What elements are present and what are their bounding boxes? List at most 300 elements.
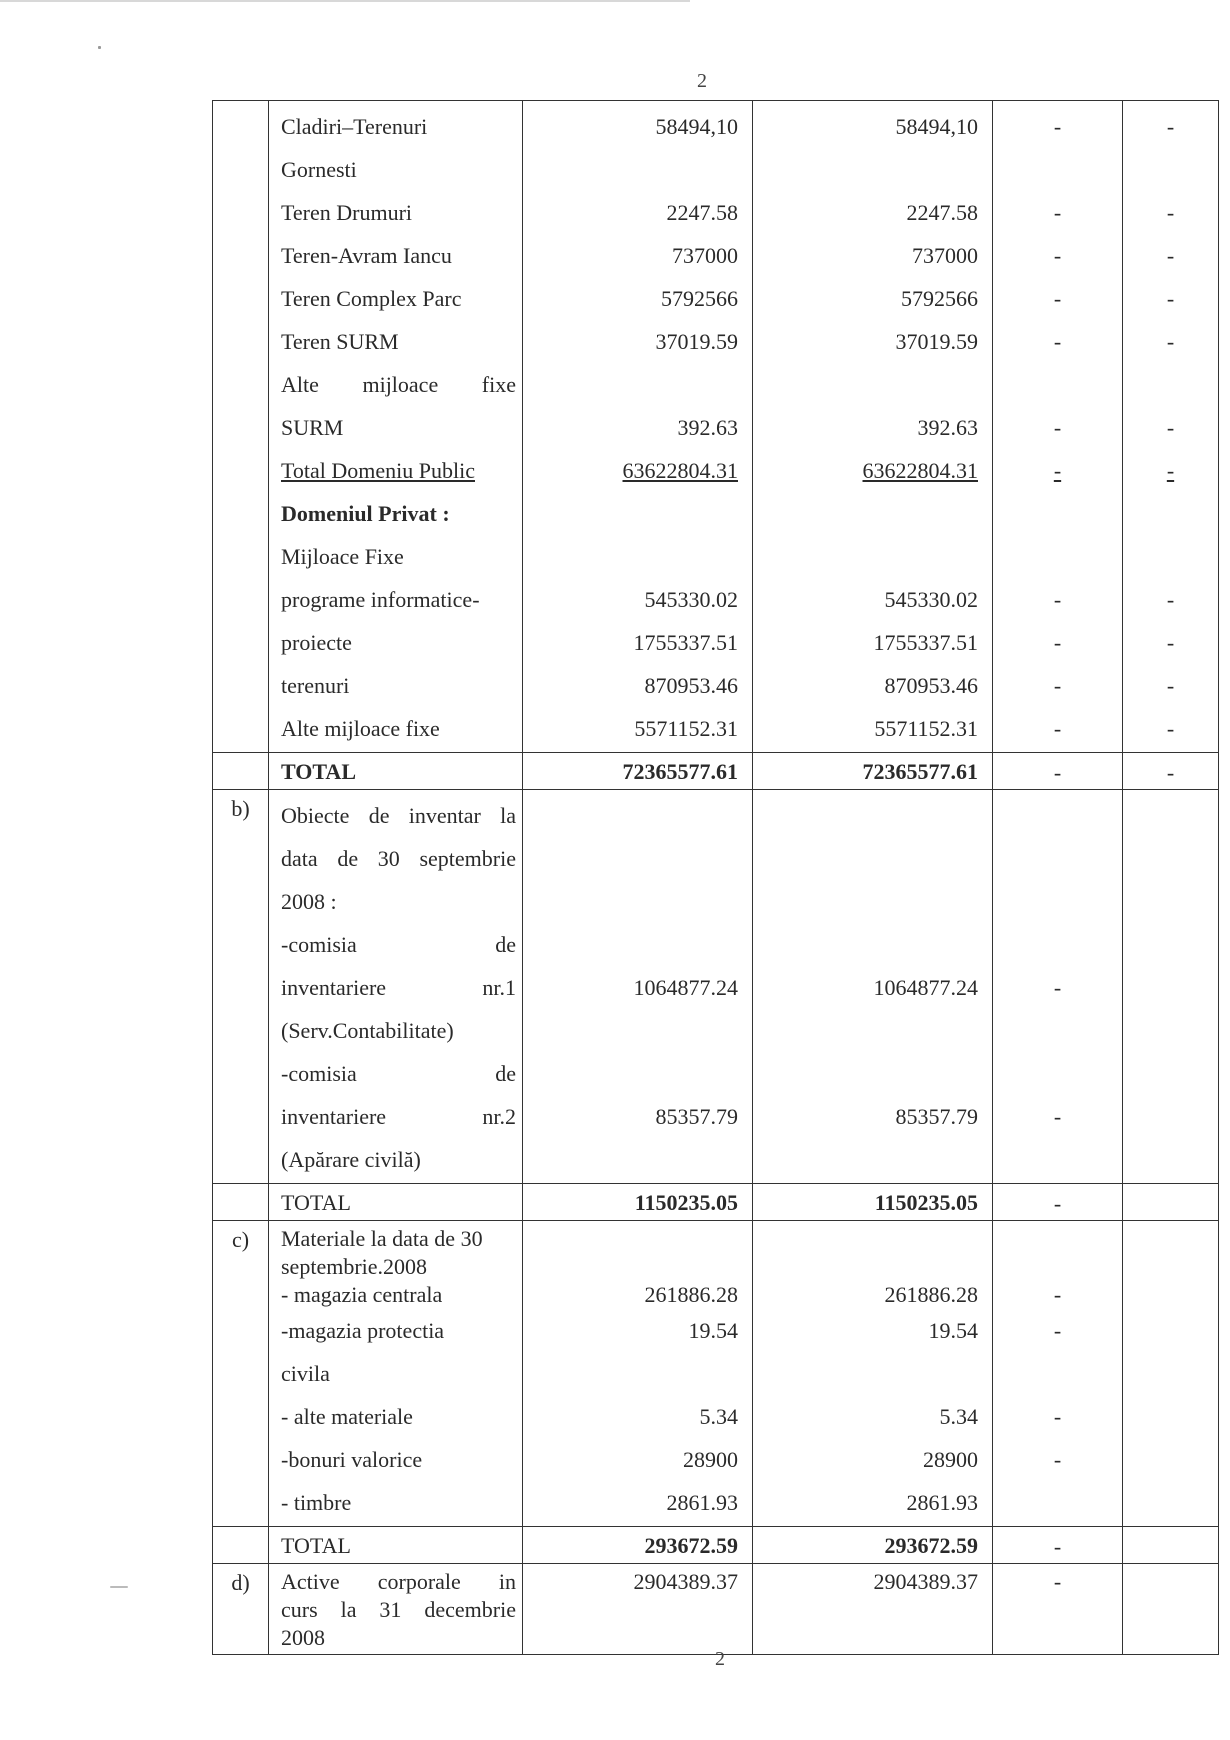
- word: Active: [281, 1569, 340, 1594]
- value-1-text: 545330.02: [644, 587, 738, 612]
- value-2-text: 392.63: [917, 415, 978, 440]
- mark-2-line: [1123, 1568, 1218, 1596]
- value-1-text: 737000: [672, 243, 738, 268]
- value-1-text: 19.54: [688, 1318, 738, 1343]
- mark-2-line: [1123, 1281, 1218, 1309]
- mark-1-text: -: [1053, 458, 1062, 483]
- value-2-cell: [753, 1221, 993, 1527]
- value-2-line: [759, 535, 978, 578]
- mark-1-line: [993, 148, 1122, 191]
- value-2-text: 63622804.31: [862, 458, 978, 483]
- description-line: [281, 1138, 516, 1181]
- description-cell: [269, 790, 523, 1184]
- value-2-line: [759, 1438, 978, 1481]
- mark-2-line: [1123, 234, 1218, 277]
- mark-1-line: [993, 1395, 1122, 1438]
- description-line: [281, 1624, 516, 1652]
- word: de: [495, 932, 516, 957]
- mark-2-line: [1123, 923, 1218, 966]
- mark-2-cell: [1123, 790, 1219, 1184]
- value-2-text: 5.34: [939, 1404, 978, 1429]
- mark-2-line: [1123, 535, 1218, 578]
- total-mark-1: [993, 1184, 1123, 1221]
- description-text: Materiale la data de 30: [281, 1226, 483, 1251]
- description-text: Total Domeniu Public: [281, 458, 475, 483]
- total-label: [269, 753, 523, 790]
- total-mark-2: [1123, 1527, 1219, 1564]
- mark-2-text: -: [1166, 415, 1175, 440]
- word: Obiecte: [281, 803, 350, 828]
- mark-2-line: [1123, 449, 1218, 492]
- mark-2-line: [1123, 1052, 1218, 1095]
- value-1-text: 261886.28: [644, 1282, 738, 1307]
- mark-1-line: [993, 923, 1122, 966]
- mark-1-line: [993, 1253, 1122, 1281]
- value-1-text: 5.34: [699, 1404, 738, 1429]
- mark-1-cell: [993, 1221, 1123, 1527]
- mark-1-text: -: [1053, 673, 1062, 698]
- description-text: Teren-Avram Iancu: [281, 243, 452, 268]
- description-text: septembrie.2008: [281, 1254, 428, 1279]
- value-2-text: 5792566: [901, 286, 978, 311]
- value-1-text: 1755337.51: [633, 630, 738, 655]
- section-row: [213, 1564, 1219, 1655]
- mark-1-line: [993, 1352, 1122, 1395]
- mark-2-line: [1123, 1095, 1218, 1138]
- description-text: civila: [281, 1361, 330, 1386]
- description-line: [281, 664, 516, 707]
- total-label: [269, 1184, 523, 1221]
- description-line: [281, 1009, 516, 1052]
- mark-1-text: -: [1053, 1404, 1062, 1429]
- word: nr.2: [482, 1104, 516, 1129]
- word: 31: [379, 1597, 402, 1622]
- mark-1-line: [993, 1568, 1122, 1596]
- mark-1-text: -: [1053, 630, 1062, 655]
- value-2-text: 37019.59: [895, 329, 978, 354]
- value-1-text: 2247.58: [666, 200, 738, 225]
- value-2-line: [759, 664, 978, 707]
- description-text: programe informatice-: [281, 587, 480, 612]
- description-line: [281, 277, 516, 320]
- description-cell: [269, 101, 523, 753]
- value-1-line: [529, 320, 738, 363]
- value-1-line: [529, 105, 738, 148]
- description-line: [281, 492, 516, 535]
- description-line: [281, 191, 516, 234]
- value-2-text: 85357.79: [895, 1104, 978, 1129]
- mark-1-line: [993, 363, 1122, 406]
- value-2-line: [759, 1138, 978, 1181]
- total-mark-1-text: -: [1053, 1534, 1062, 1559]
- total-value-2-text: 72365577.61: [862, 759, 978, 784]
- value-1-cell: [523, 101, 753, 753]
- value-2-line: [759, 1052, 978, 1095]
- value-2-line: [759, 1095, 978, 1138]
- value-2-line: [759, 837, 978, 880]
- value-2-line: [759, 966, 978, 1009]
- value-1-line: [529, 1395, 738, 1438]
- value-1-line: [529, 535, 738, 578]
- description-line: [281, 1253, 516, 1281]
- description-line: [281, 1309, 516, 1352]
- value-1-line: [529, 794, 738, 837]
- mark-1-line: [993, 1009, 1122, 1052]
- word: de: [368, 803, 390, 828]
- value-2-line: [759, 880, 978, 923]
- value-1-cell: [523, 1564, 753, 1655]
- value-2-line: [759, 1009, 978, 1052]
- description-line: [281, 1481, 516, 1524]
- description-line: [281, 535, 516, 578]
- section-row: [213, 101, 1219, 753]
- mark-1-line: [993, 1095, 1122, 1138]
- total-mark-1-text: -: [1053, 1191, 1062, 1216]
- value-2-cell: [753, 790, 993, 1184]
- description-cell: [269, 1221, 523, 1527]
- mark-1-line: [993, 1138, 1122, 1181]
- page-number-top: 2: [697, 70, 707, 92]
- value-1-text: 2904389.37: [633, 1569, 738, 1594]
- description-text: 2008: [281, 1625, 325, 1650]
- description-line: [281, 794, 516, 837]
- total-label-text: TOTAL: [281, 759, 356, 784]
- value-1-text: 58494,10: [655, 114, 738, 139]
- section-row: [213, 1221, 1219, 1527]
- description-line: [281, 449, 516, 492]
- section-index: [213, 101, 269, 753]
- mark-1-line: [993, 535, 1122, 578]
- value-1-line: [529, 1309, 738, 1352]
- total-label-text: TOTAL: [281, 1190, 351, 1215]
- mark-2-line: [1123, 837, 1218, 880]
- mark-2-line: [1123, 363, 1218, 406]
- value-2-line: [759, 621, 978, 664]
- mark-2-line: [1123, 320, 1218, 363]
- value-1-text: 2861.93: [666, 1490, 738, 1515]
- mark-2-line: [1123, 880, 1218, 923]
- mark-1-cell: [993, 790, 1123, 1184]
- description-text: - magazia centrala: [281, 1282, 443, 1307]
- total-value-1: [523, 1184, 753, 1221]
- total-row: [213, 753, 1219, 790]
- description-cell: [269, 1564, 523, 1655]
- value-1-line: [529, 1009, 738, 1052]
- value-1-text: 37019.59: [655, 329, 738, 354]
- mark-1-line: [993, 234, 1122, 277]
- description-line: [281, 406, 516, 449]
- word: nr.1: [482, 975, 516, 1000]
- value-1-line: [529, 191, 738, 234]
- value-2-line: [759, 1568, 978, 1596]
- value-2-text: 58494,10: [895, 114, 978, 139]
- mark-1-text: -: [1053, 329, 1062, 354]
- value-1-line: [529, 1624, 738, 1652]
- mark-1-line: [993, 707, 1122, 750]
- value-1-line: [529, 1253, 738, 1281]
- mark-2-line: [1123, 1624, 1218, 1652]
- value-2-text: 5571152.31: [874, 716, 978, 741]
- mark-1-text: -: [1053, 200, 1062, 225]
- total-value-1: [523, 753, 753, 790]
- section-index: b): [213, 790, 269, 1184]
- value-2-line: [759, 1596, 978, 1624]
- value-1-line: [529, 837, 738, 880]
- mark-2-line: [1123, 1438, 1218, 1481]
- mark-1-line: [993, 1225, 1122, 1253]
- description-text: Alte mijloace fixe: [281, 716, 440, 741]
- value-2-line: [759, 449, 978, 492]
- total-mark-2-text: [1123, 1532, 1218, 1562]
- value-1-line: [529, 707, 738, 750]
- value-2-line: [759, 191, 978, 234]
- value-2-line: [759, 492, 978, 535]
- section-index: c): [213, 1221, 269, 1527]
- mark-1-text: -: [1053, 1569, 1062, 1594]
- description-line: [281, 1568, 516, 1596]
- description-line: [281, 234, 516, 277]
- value-1-line: [529, 234, 738, 277]
- mark-1-line: [993, 105, 1122, 148]
- mark-1-cell: [993, 1564, 1123, 1655]
- description-line: [281, 148, 516, 191]
- description-text: Gornesti: [281, 157, 357, 182]
- mark-1-line: [993, 406, 1122, 449]
- value-1-line: [529, 449, 738, 492]
- total-mark-1: [993, 753, 1123, 790]
- description-line: [281, 1596, 516, 1624]
- total-mark-1-text: -: [1053, 760, 1062, 785]
- mark-1-text: -: [1053, 1447, 1062, 1472]
- word: 30: [377, 846, 400, 871]
- mark-1-line: [993, 664, 1122, 707]
- mark-2-line: [1123, 406, 1218, 449]
- mark-2-text: -: [1166, 200, 1175, 225]
- mark-1-text: -: [1053, 1318, 1062, 1343]
- total-value-2-text: 1150235.05: [874, 1190, 978, 1215]
- mark-1-line: [993, 1624, 1122, 1652]
- description-line: [281, 1352, 516, 1395]
- mark-2-line: [1123, 578, 1218, 621]
- mark-1-text: -: [1053, 114, 1062, 139]
- value-2-text: 1064877.24: [873, 975, 978, 1000]
- description-line: [281, 320, 516, 363]
- value-1-line: [529, 1481, 738, 1524]
- scan-edge-line: [0, 0, 690, 2]
- value-2-line: [759, 578, 978, 621]
- mark-2-line: [1123, 664, 1218, 707]
- mark-1-line: [993, 1596, 1122, 1624]
- description-text: Teren Complex Parc: [281, 286, 462, 311]
- description-line: [281, 105, 516, 148]
- value-1-cell: [523, 790, 753, 1184]
- description-line: [281, 1281, 516, 1309]
- value-2-line: [759, 707, 978, 750]
- value-2-line: [759, 1253, 978, 1281]
- value-1-line: [529, 1438, 738, 1481]
- total-value-1-text: 1150235.05: [634, 1190, 738, 1215]
- total-mark-2: [1123, 753, 1219, 790]
- value-2-line: [759, 794, 978, 837]
- value-1-text: 870953.46: [644, 673, 738, 698]
- description-text: - timbre: [281, 1490, 352, 1515]
- word: data: [281, 846, 318, 871]
- word: la: [340, 1597, 357, 1622]
- value-1-line: [529, 578, 738, 621]
- description-text: Mijloace Fixe: [281, 544, 404, 569]
- value-2-line: [759, 1624, 978, 1652]
- value-1-line: [529, 880, 738, 923]
- value-1-text: 85357.79: [655, 1104, 738, 1129]
- mark-2-line: [1123, 1309, 1218, 1352]
- value-2-text: 19.54: [928, 1318, 978, 1343]
- value-2-line: [759, 320, 978, 363]
- mark-1-line: [993, 191, 1122, 234]
- mark-1-text: -: [1053, 243, 1062, 268]
- total-label-text: TOTAL: [281, 1533, 351, 1558]
- word: -comisia: [281, 1061, 357, 1086]
- mark-2-cell: [1123, 101, 1219, 753]
- value-2-text: 28900: [923, 1447, 978, 1472]
- description-line: [281, 880, 516, 923]
- mark-1-line: [993, 1052, 1122, 1095]
- value-1-line: [529, 277, 738, 320]
- value-1-line: [529, 492, 738, 535]
- mark-2-line: [1123, 148, 1218, 191]
- value-1-line: [529, 1352, 738, 1395]
- total-row: [213, 1527, 1219, 1564]
- mark-2-text: -: [1166, 716, 1175, 741]
- value-2-text: 2904389.37: [873, 1569, 978, 1594]
- mark-2-line: [1123, 1395, 1218, 1438]
- value-2-line: [759, 1225, 978, 1253]
- mark-2-text: -: [1166, 114, 1175, 139]
- value-2-line: [759, 1395, 978, 1438]
- mark-1-line: [993, 621, 1122, 664]
- inventory-table: [212, 100, 1219, 1655]
- value-2-text: 737000: [912, 243, 978, 268]
- mark-2-text: -: [1166, 673, 1175, 698]
- mark-2-text: -: [1166, 286, 1175, 311]
- index-cell: [213, 1527, 269, 1564]
- mark-1-text: -: [1053, 587, 1062, 612]
- mark-2-line: [1123, 794, 1218, 837]
- mark-2-line: [1123, 1138, 1218, 1181]
- description-text: 2008 :: [281, 889, 337, 914]
- description-line: [281, 1095, 516, 1138]
- description-text: Domeniul Privat :: [281, 501, 450, 526]
- value-1-text: 5571152.31: [634, 716, 738, 741]
- section-row: [213, 790, 1219, 1184]
- value-2-line: [759, 923, 978, 966]
- value-2-line: [759, 1481, 978, 1524]
- total-mark-2: [1123, 1184, 1219, 1221]
- value-2-line: [759, 1281, 978, 1309]
- mark-1-line: [993, 1481, 1122, 1524]
- mark-1-line: [993, 320, 1122, 363]
- word: de: [337, 846, 359, 871]
- value-1-text: 5792566: [661, 286, 738, 311]
- mark-1-line: [993, 1281, 1122, 1309]
- mark-2-text: -: [1166, 458, 1175, 483]
- total-value-2: [753, 1184, 993, 1221]
- mark-2-line: [1123, 1225, 1218, 1253]
- value-1-line: [529, 1281, 738, 1309]
- mark-1-line: [993, 880, 1122, 923]
- value-1-line: [529, 621, 738, 664]
- index-cell: [213, 753, 269, 790]
- value-1-line: [529, 148, 738, 191]
- value-2-text: 870953.46: [884, 673, 978, 698]
- value-2-cell: [753, 101, 993, 753]
- value-1-line: [529, 1052, 738, 1095]
- description-text: SURM: [281, 415, 344, 440]
- description-text: terenuri: [281, 673, 350, 698]
- value-1-text: 63622804.31: [622, 458, 738, 483]
- total-mark-2-text: -: [1166, 760, 1175, 785]
- description-line: [281, 923, 516, 966]
- total-mark-2-text: [1123, 1189, 1218, 1219]
- description-text: (Apărare civilă): [281, 1147, 421, 1172]
- word: inventariere: [281, 975, 387, 1000]
- word: inventar: [408, 803, 481, 828]
- mark-2-cell: [1123, 1221, 1219, 1527]
- value-2-line: [759, 277, 978, 320]
- word: -comisia: [281, 932, 357, 957]
- total-value-1-text: 72365577.61: [622, 759, 738, 784]
- index-cell: [213, 1184, 269, 1221]
- value-1-text: 1064877.24: [633, 975, 738, 1000]
- mark-1-text: -: [1053, 415, 1062, 440]
- mark-2-line: [1123, 707, 1218, 750]
- total-value-2: [753, 753, 993, 790]
- value-2-line: [759, 406, 978, 449]
- section-index: d): [213, 1564, 269, 1655]
- mark-1-line: [993, 1438, 1122, 1481]
- description-line: [281, 1225, 516, 1253]
- value-1-line: [529, 966, 738, 1009]
- description-line: [281, 1395, 516, 1438]
- page-number-bottom: 2: [715, 1648, 725, 1670]
- value-1-line: [529, 664, 738, 707]
- value-2-text: 2861.93: [906, 1490, 978, 1515]
- value-1-line: [529, 363, 738, 406]
- value-1-line: [529, 406, 738, 449]
- value-1-line: [529, 923, 738, 966]
- total-row: [213, 1184, 1219, 1221]
- value-2-line: [759, 1352, 978, 1395]
- description-text: -magazia protectia: [281, 1318, 445, 1343]
- description-text: -bonuri valorice: [281, 1447, 423, 1472]
- word: mijloace: [362, 372, 439, 397]
- mark-2-cell: [1123, 1564, 1219, 1655]
- mark-2-line: [1123, 1481, 1218, 1524]
- description-text: (Serv.Contabilitate): [281, 1018, 454, 1043]
- mark-2-text: -: [1166, 630, 1175, 655]
- description-line: [281, 707, 516, 750]
- mark-1-cell: [993, 101, 1123, 753]
- total-value-2: [753, 1527, 993, 1564]
- mark-2-text: -: [1166, 329, 1175, 354]
- value-1-line: [529, 1225, 738, 1253]
- value-2-line: [759, 105, 978, 148]
- mark-2-line: [1123, 621, 1218, 664]
- word: in: [498, 1569, 516, 1594]
- description-text: - alte materiale: [281, 1404, 413, 1429]
- total-value-2-text: 293672.59: [884, 1533, 978, 1558]
- description-line: [281, 966, 516, 1009]
- value-1-line: [529, 1138, 738, 1181]
